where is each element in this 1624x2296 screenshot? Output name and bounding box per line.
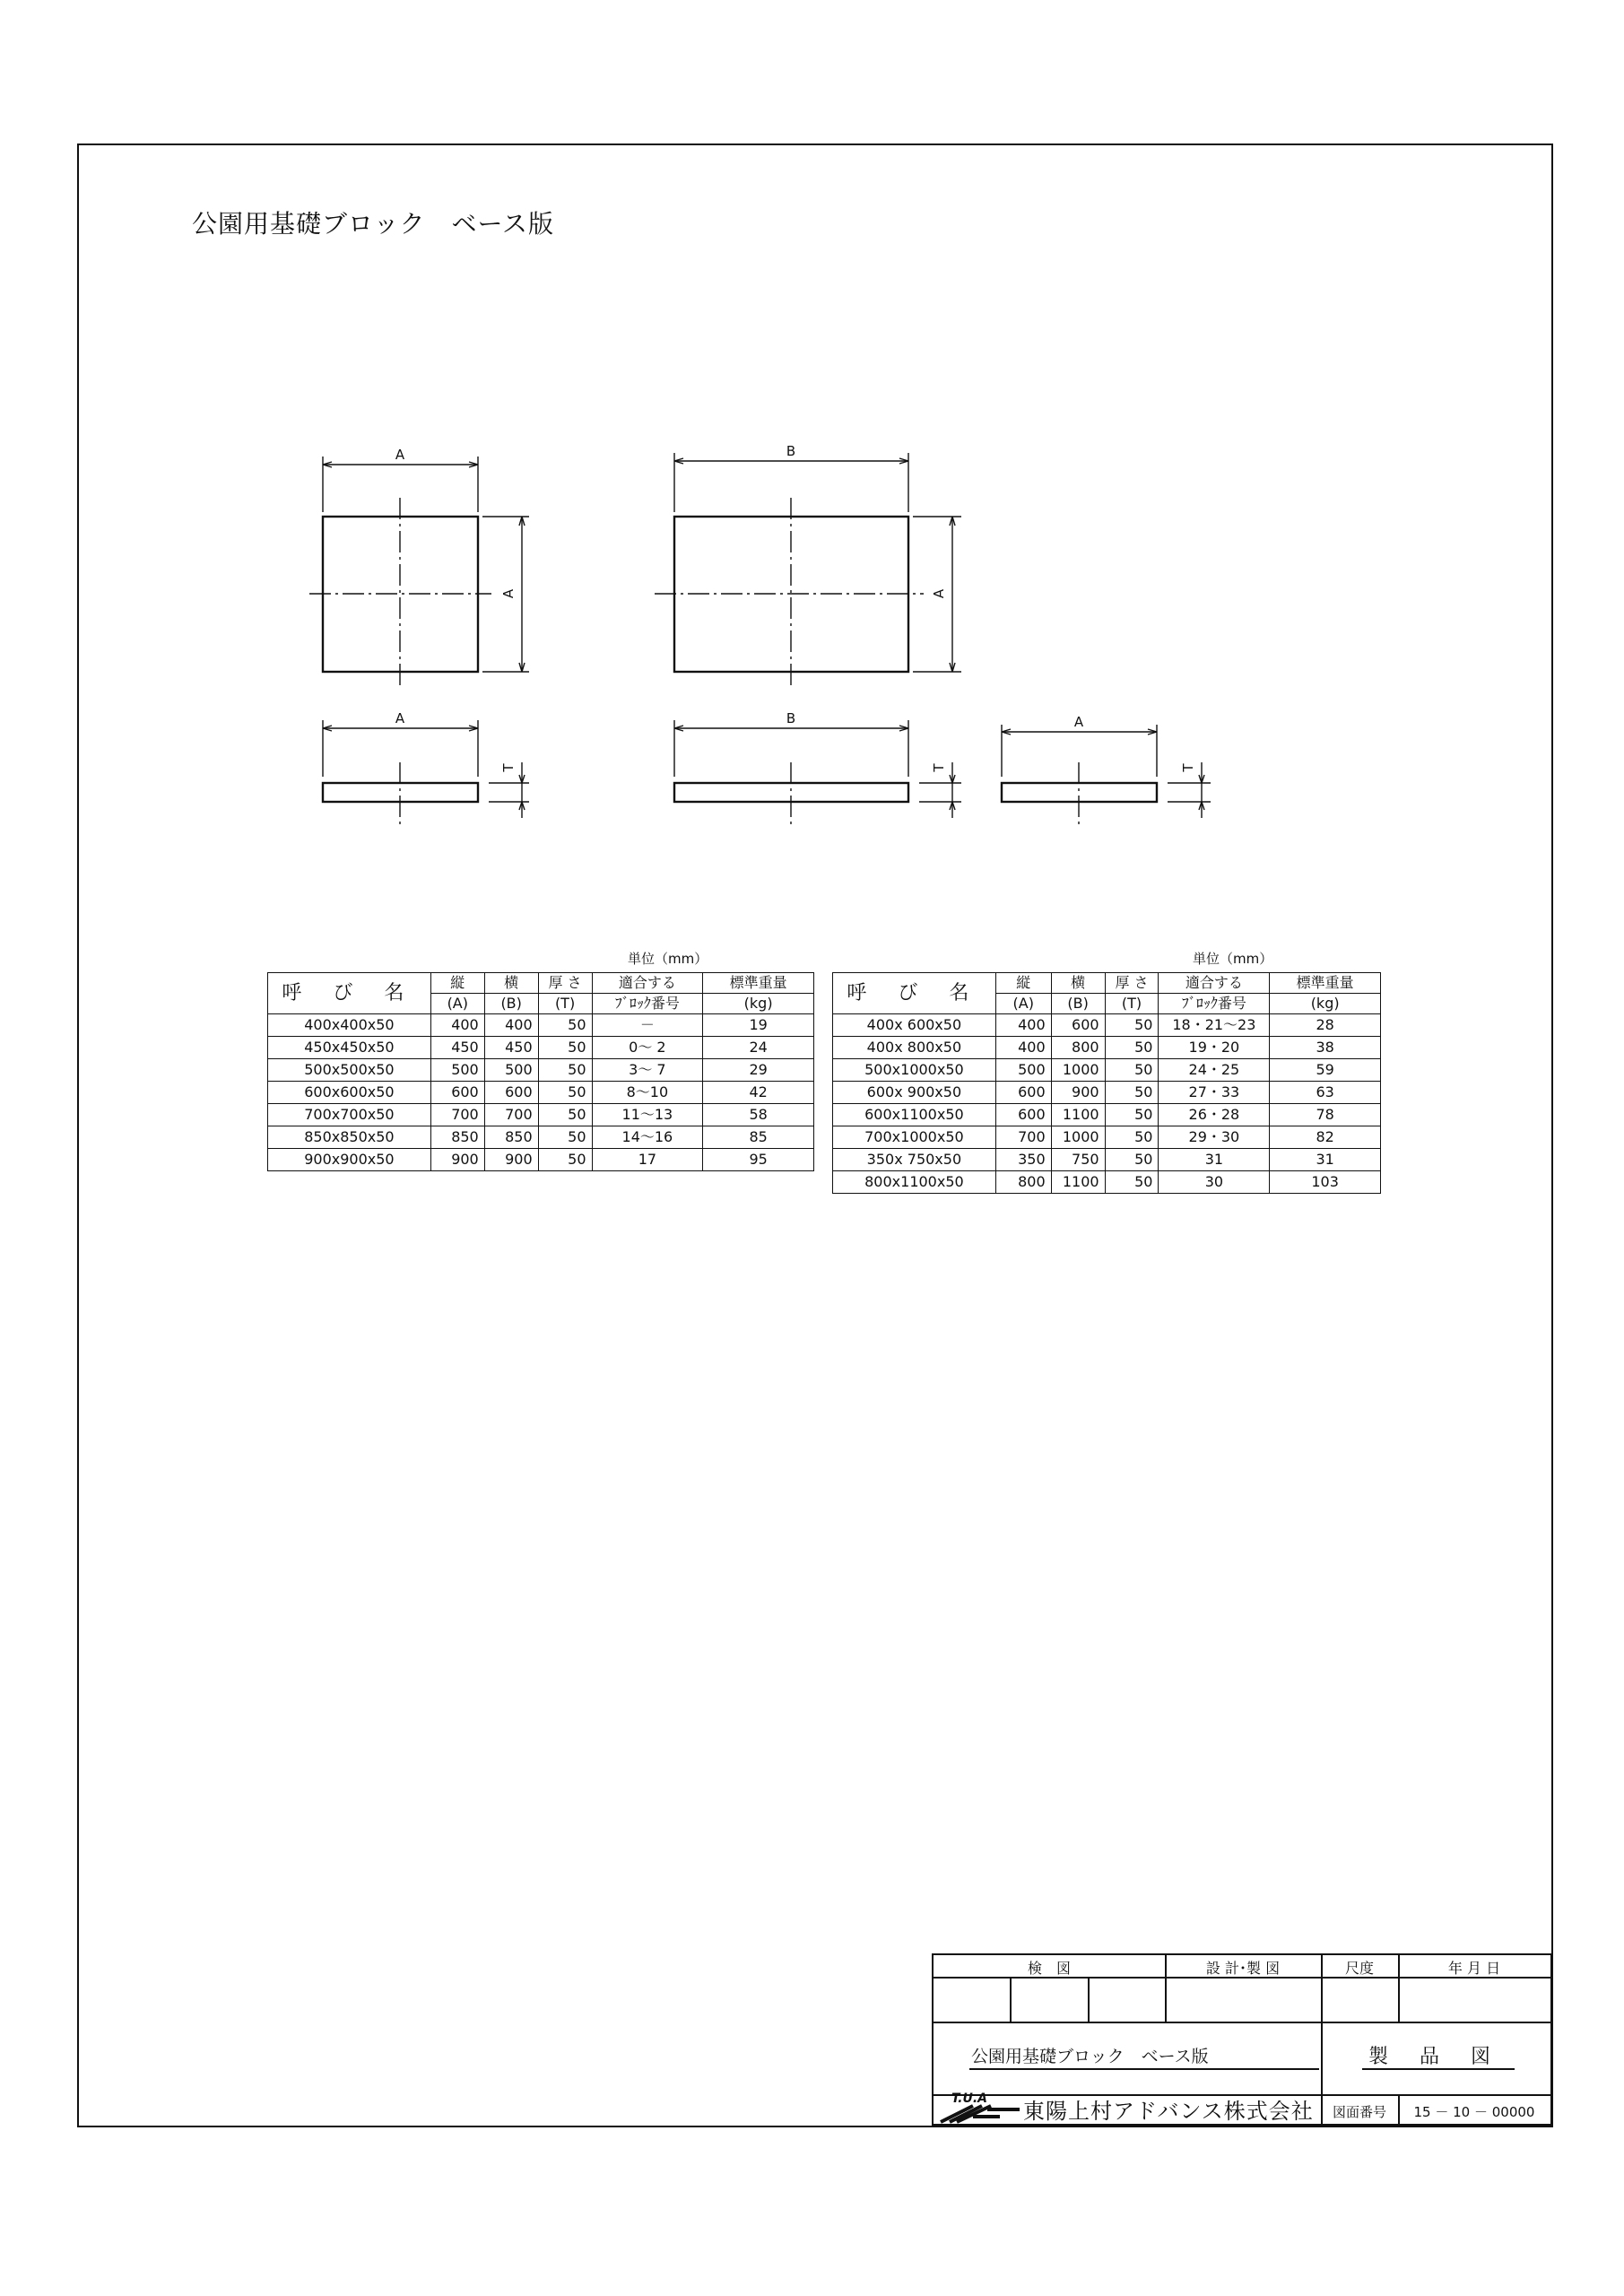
cell-name: 400x 600x50 [833, 1014, 996, 1037]
cell-b: 400 [484, 1014, 538, 1037]
cell-name: 600x600x50 [268, 1082, 431, 1104]
header-a-sub: (A) [430, 994, 484, 1014]
cell-a: 400 [995, 1014, 1051, 1037]
dim-label-a: A [931, 588, 947, 599]
drawing-name: 公園用基礎ブロック ベース版 [971, 2047, 1209, 2066]
cell-a: 700 [995, 1126, 1051, 1149]
cell-a: 600 [995, 1082, 1051, 1104]
dim-label-a: A [395, 447, 405, 463]
date-label: 年 月 日 [1447, 1960, 1501, 1977]
header-t: 厚 さ [538, 973, 592, 994]
table-row [833, 1171, 1381, 1194]
cell-t: 50 [1105, 1059, 1159, 1082]
spec-table-square [267, 972, 814, 1171]
cell-weight: 63 [1270, 1082, 1381, 1104]
table-row [833, 1014, 1381, 1037]
cell-t: 50 [1105, 1171, 1159, 1194]
cell-weight: 24 [703, 1037, 814, 1059]
cell-name: 700x1000x50 [833, 1126, 996, 1149]
header-a: 縦 [995, 973, 1051, 994]
cell-weight: 19 [703, 1014, 814, 1037]
dim-label-a: A [500, 588, 517, 599]
cell-weight: 58 [703, 1104, 814, 1126]
cell-a: 350 [995, 1149, 1051, 1171]
cell-b: 1100 [1051, 1171, 1105, 1194]
cell-weight: 103 [1270, 1171, 1381, 1194]
unit-label-left: 単位（mm） [628, 951, 708, 967]
cell-t: 50 [1105, 1014, 1159, 1037]
cell-a: 900 [430, 1149, 484, 1171]
cell-block: 8～10 [592, 1082, 703, 1104]
cell-t: 50 [538, 1104, 592, 1126]
cell-name: 400x 800x50 [833, 1037, 996, 1059]
cell-t: 50 [1105, 1037, 1159, 1059]
table-row [268, 1082, 814, 1104]
header-block-sub: ﾌﾞﾛｯｸ番号 [1159, 994, 1270, 1014]
cell-block: 11～13 [592, 1104, 703, 1126]
cell-a: 400 [995, 1037, 1051, 1059]
cell-block: 26・28 [1159, 1104, 1270, 1126]
design-label: 設 計･製 図 [1205, 1960, 1281, 1977]
unit-label-right: 単位（mm） [1193, 951, 1273, 967]
cell-weight: 95 [703, 1149, 814, 1171]
cell-weight: 78 [1270, 1104, 1381, 1126]
drawing-type: 製 品 図 [1368, 2046, 1503, 2068]
header-block: 適合する [1159, 973, 1270, 994]
cell-t: 50 [1105, 1126, 1159, 1149]
cell-name: 400x400x50 [268, 1014, 431, 1037]
cell-a: 850 [430, 1126, 484, 1149]
table-row [833, 1126, 1381, 1149]
cell-a: 400 [430, 1014, 484, 1037]
table-row [833, 1082, 1381, 1104]
cell-name: 600x 900x50 [833, 1082, 996, 1104]
header-b-sub: (B) [1051, 994, 1105, 1014]
header-a-sub: (A) [995, 994, 1051, 1014]
cell-block: 0～ 2 [592, 1037, 703, 1059]
cell-name: 800x1100x50 [833, 1171, 996, 1194]
cell-b: 1000 [1051, 1126, 1105, 1149]
table-row [833, 1037, 1381, 1059]
drawing-no: 15 － 10 － 00000 [1413, 2104, 1535, 2120]
cell-b: 450 [484, 1037, 538, 1059]
cell-block: － [592, 1014, 703, 1037]
cell-name: 500x1000x50 [833, 1059, 996, 1082]
dim-label-b: B [786, 443, 796, 459]
cell-weight: 38 [1270, 1037, 1381, 1059]
header-weight-sub: (kg) [1270, 994, 1381, 1014]
cell-t: 50 [538, 1059, 592, 1082]
cell-t: 50 [538, 1126, 592, 1149]
cell-block: 30 [1159, 1171, 1270, 1194]
cell-a: 700 [430, 1104, 484, 1126]
title-block [932, 1953, 1552, 2126]
cell-block: 14～16 [592, 1126, 703, 1149]
cell-t: 50 [1105, 1149, 1159, 1171]
cell-block: 31 [1159, 1149, 1270, 1171]
header-weight: 標準重量 [1270, 973, 1381, 994]
cell-weight: 31 [1270, 1149, 1381, 1171]
cell-b: 1100 [1051, 1104, 1105, 1126]
spec-table-rect [832, 972, 1381, 1194]
cell-b: 1000 [1051, 1059, 1105, 1082]
company-logo [937, 2090, 1023, 2126]
cell-b: 800 [1051, 1037, 1105, 1059]
cell-b: 900 [1051, 1082, 1105, 1104]
cell-b: 750 [1051, 1149, 1105, 1171]
cell-a: 500 [995, 1059, 1051, 1082]
scale-label: 尺度 [1344, 1960, 1374, 1977]
svg-text:T.U.A: T.U.A [951, 2092, 988, 2106]
cell-name: 500x500x50 [268, 1059, 431, 1082]
header-t-sub: (T) [538, 994, 592, 1014]
cell-weight: 42 [703, 1082, 814, 1104]
cell-block: 24・25 [1159, 1059, 1270, 1082]
table-row [268, 1037, 814, 1059]
cell-a: 600 [430, 1082, 484, 1104]
cell-b: 600 [484, 1082, 538, 1104]
dim-label-a: A [1073, 714, 1084, 730]
cell-a: 500 [430, 1059, 484, 1082]
cell-t: 50 [538, 1014, 592, 1037]
header-weight: 標準重量 [703, 973, 814, 994]
page-title: 公園用基礎ブロック ベース版 [192, 209, 555, 239]
table-row [268, 1149, 814, 1171]
header-t: 厚 さ [1105, 973, 1159, 994]
cell-weight: 82 [1270, 1126, 1381, 1149]
dim-label-t: T [1180, 763, 1196, 772]
table-row [833, 1149, 1381, 1171]
cell-weight: 29 [703, 1059, 814, 1082]
header-weight-sub: (kg) [703, 994, 814, 1014]
cell-weight: 85 [703, 1126, 814, 1149]
cell-b: 700 [484, 1104, 538, 1126]
header-a: 縦 [430, 973, 484, 994]
company-name: 東陽上村アドバンス株式会社 [1023, 2099, 1314, 2124]
header-t-sub: (T) [1105, 994, 1159, 1014]
cell-t: 50 [1105, 1082, 1159, 1104]
cell-b: 900 [484, 1149, 538, 1171]
header-b: 横 [1051, 973, 1105, 994]
cell-t: 50 [1105, 1104, 1159, 1126]
dim-label-t: T [500, 763, 517, 772]
header-b-sub: (B) [484, 994, 538, 1014]
header-block: 適合する [592, 973, 703, 994]
cell-name: 350x 750x50 [833, 1149, 996, 1171]
table-row [268, 1059, 814, 1082]
header-name: 呼 び 名 [833, 973, 996, 1014]
cell-b: 850 [484, 1126, 538, 1149]
cell-a: 600 [995, 1104, 1051, 1126]
cell-t: 50 [538, 1149, 592, 1171]
cell-weight: 28 [1270, 1014, 1381, 1037]
table-row [268, 1014, 814, 1037]
cell-block: 19・20 [1159, 1037, 1270, 1059]
cell-b: 500 [484, 1059, 538, 1082]
dim-label-t: T [931, 763, 947, 772]
cell-weight: 59 [1270, 1059, 1381, 1082]
cell-a: 800 [995, 1171, 1051, 1194]
table-row [268, 1104, 814, 1126]
cell-name: 700x700x50 [268, 1104, 431, 1126]
dim-label-a: A [395, 710, 405, 726]
drawing-no-label: 図面番号 [1332, 2104, 1386, 2120]
cell-a: 450 [430, 1037, 484, 1059]
cell-name: 600x1100x50 [833, 1104, 996, 1126]
table-row [268, 1126, 814, 1149]
cell-t: 50 [538, 1037, 592, 1059]
cell-block: 29・30 [1159, 1126, 1270, 1149]
cell-b: 600 [1051, 1014, 1105, 1037]
cell-name: 450x450x50 [268, 1037, 431, 1059]
table-row [833, 1059, 1381, 1082]
header-name: 呼 び 名 [268, 973, 431, 1014]
dim-label-b: B [786, 710, 796, 726]
check-label: 検 図 [1027, 1960, 1071, 1977]
header-block-sub: ﾌﾞﾛｯｸ番号 [592, 994, 703, 1014]
cell-block: 27・33 [1159, 1082, 1270, 1104]
header-b: 横 [484, 973, 538, 994]
cell-name: 900x900x50 [268, 1149, 431, 1171]
cell-block: 3～ 7 [592, 1059, 703, 1082]
cell-t: 50 [538, 1082, 592, 1104]
table-row [833, 1104, 1381, 1126]
cell-block: 17 [592, 1149, 703, 1171]
cell-block: 18・21～23 [1159, 1014, 1270, 1037]
cell-name: 850x850x50 [268, 1126, 431, 1149]
